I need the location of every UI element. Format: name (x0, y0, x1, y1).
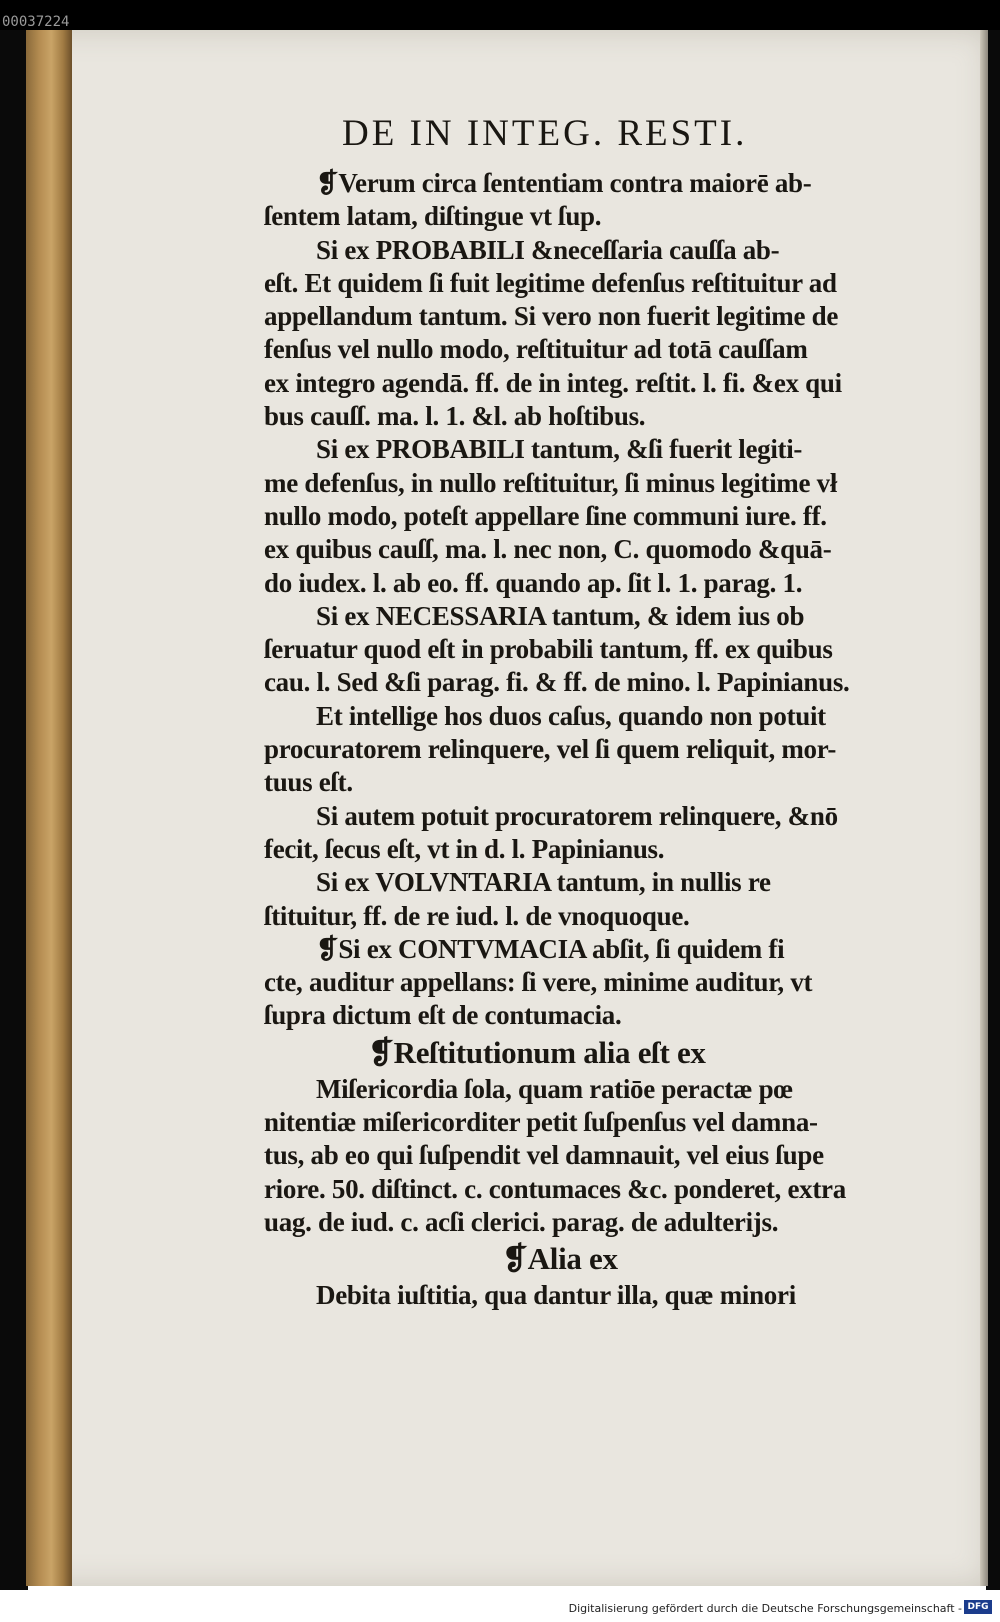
text-line: fecit, ſecus eſt, vt in d. l. Papinianus. (264, 833, 665, 864)
page-text-block (264, 112, 944, 1313)
text-line: ſeruatur quod eſt in probabili tantum, ff. ex quibus (264, 634, 833, 665)
text-line: ex integro agendā. ff. de in integ. reſtit. l. fi. &ex qui (264, 367, 842, 398)
text-line: Si ex PROBABILI tantum, &ſi fuerit legiti- (316, 434, 803, 465)
text-line: tuus eſt. (264, 767, 353, 798)
book-spine-edge (26, 30, 72, 1586)
text-line: cte, auditur appellans: ſi vere, minime auditur, vt (264, 967, 813, 998)
text-line: nullo modo, poteſt appellare ſine communi iure. ff. (264, 500, 827, 531)
text-paragraphs-misericordia (264, 1073, 944, 1239)
text-line: ❡Verum circa ſententiam contra maiorē ab- (316, 168, 812, 198)
text-line: nitentiæ miſericorditer petit ſuſpenſus vel damna- (264, 1107, 818, 1138)
text-line: do iudex. l. ab eo. ff. quando ap. ſit l. 1. parag. 1. (264, 567, 803, 598)
text-line: ❡Si ex CONTVMACIA abſit, ſi quidem fi (316, 933, 785, 964)
text-line: Debita iuſtitia, qua dantur illa, quæ minori (316, 1280, 796, 1311)
text-line: ex quibus cauſſ, ma. l. nec non, C. quomodo &quā- (264, 534, 832, 565)
scan-id: 00037224 (2, 14, 70, 30)
text-line: procuratorem relinquere, vel ſi quem reliquit, mor- (264, 734, 837, 765)
text-line: Si ex VOLVNTARIA tantum, in nullis re (316, 867, 771, 898)
text-paragraphs (264, 167, 944, 1033)
text-line: Miſericordia ſola, quam ratiōe peractæ pœ (316, 1073, 793, 1104)
text-line: uag. de iud. c. acſi clerici. parag. de adulterijs. (264, 1206, 779, 1237)
text-line: fenſus vel nullo modo, reſtituitur ad totā cauſſam (264, 334, 808, 365)
subheading-alia: ❡Alia ex (502, 1241, 618, 1277)
text-line: bus cauſſ. ma. l. 1. &l. ab hoſtibus. (264, 401, 646, 432)
text-line: tus, ab eo qui ſuſpendit vel damnauit, vel eius ſupe (264, 1140, 824, 1171)
text-line: riore. 50. diſtinct. c. contumaces &c. ponderet, extra (264, 1173, 846, 1204)
text-line: ſupra dictum eſt de contumacia. (264, 1000, 622, 1031)
text-paragraphs-debita (264, 1279, 944, 1312)
subheading-restitutionum: ❡Reſtitutionum alia eſt ex (368, 1034, 706, 1070)
text-line: ſtituitur, ff. de re iud. l. de vnoquoque. (264, 900, 690, 931)
left-scan-border (0, 30, 28, 1590)
text-line: Si ex NECESSARIA tantum, & idem ius ob (316, 600, 805, 631)
text-line: eſt. Et quidem ſi fuit legitime defenſus reſtituitur ad (264, 267, 837, 298)
page-header: DE IN INTEG. RESTI. (342, 113, 748, 154)
text-line: Si autem potuit procuratorem relinquere, &nō (316, 800, 838, 831)
text-line: Si ex PROBABILI &neceſſaria cauſſa ab- (316, 234, 780, 265)
text-line: ſentem latam, diſtingue vt ſup. (264, 201, 602, 232)
text-line: appellandum tantum. Si vero non fuerit legitime de (264, 301, 839, 332)
page-right-edge (980, 30, 988, 1586)
dfg-logo: DFG (964, 1600, 992, 1614)
right-scan-border (986, 30, 1000, 1590)
text-line: me defenſus, in nullo reſtituitur, ſi minus legitime vł (264, 467, 838, 498)
text-line: cau. l. Sed &ſi parag. fi. & ff. de mino. l. Papinianus. (264, 667, 850, 698)
text-line: Et intellige hos duos caſus, quando non potuit (316, 700, 826, 731)
funding-note: Digitalisierung gefördert durch die Deutsche Forschungsgemeinschaft - (568, 1602, 962, 1615)
